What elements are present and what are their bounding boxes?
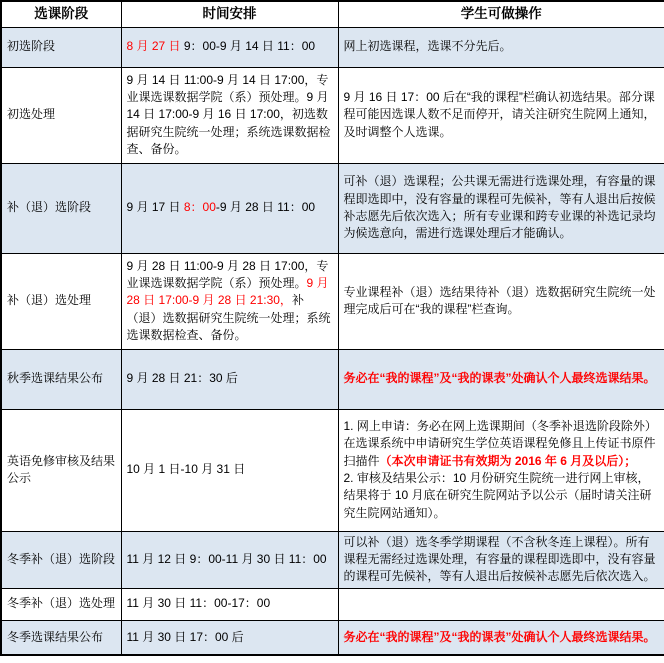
text-paragraph	[7, 629, 116, 646]
table-row	[1, 67, 664, 163]
ops-cell	[338, 531, 664, 588]
text-paragraph	[127, 370, 333, 387]
text-paragraph	[127, 258, 333, 345]
text-segment: 10 月 1 日-10 月 31 日	[126, 462, 246, 477]
text-segment: 9 月 28 日 17:00-9 月 28 日 21:30，	[126, 275, 329, 308]
text-segment: 补（退）选数据研究生院统一处理；系统选课数据检查、备份。	[126, 293, 331, 343]
text-segment: 务必在“我的课程”及“我的课表”处确认个人最终选课结果。	[343, 629, 656, 644]
text-segment: 秋季选课结果公布	[7, 371, 104, 386]
text-paragraph	[127, 629, 333, 646]
text-paragraph	[344, 534, 660, 586]
text-paragraph	[127, 595, 333, 612]
text-segment: 9 月 28 日 21：30 后	[126, 371, 238, 386]
text-segment: 专业课程补（退）选结果待补（退）选数据研究生院统一处理完成后可在“我的课程”栏查询。	[343, 284, 656, 316]
text-paragraph	[344, 629, 660, 646]
text-paragraph	[344, 89, 660, 141]
text-paragraph	[7, 595, 116, 612]
table-row	[1, 349, 664, 409]
text-segment: 11 月 30 日 11：00-17：00	[126, 596, 271, 611]
ops-cell	[338, 588, 664, 620]
table-row	[1, 620, 664, 655]
text-paragraph	[7, 38, 116, 55]
ops-cell	[338, 620, 664, 655]
text-paragraph	[127, 199, 333, 216]
text-paragraph	[344, 470, 660, 522]
text-segment: 可补（退）选课程；公共课无需进行选课处理，有容量的课程即选即中，没有容量的课程可先候补，等有人退出后按候补志愿先后依次选入；所有专业课和跨专业课的补选记录均为候选意向，需进行选课处理后才能确认。	[343, 174, 656, 241]
table-row	[1, 253, 664, 349]
table-row	[1, 163, 664, 253]
text-segment: -9 月 28 日 11：00	[215, 200, 316, 215]
time-cell	[121, 409, 338, 531]
stage-cell	[1, 253, 121, 349]
text-segment: 冬季补（退）选处理	[7, 596, 116, 611]
table-row	[1, 588, 664, 620]
text-paragraph	[7, 292, 116, 309]
text-paragraph	[7, 106, 116, 123]
text-paragraph	[127, 551, 333, 568]
text-segment: 1. 网上申请：务必在网上选课期间（冬季补退选阶段除外）在选课系统中申请研究生学位英语课程免修且上传证书原件扫描件	[343, 418, 657, 468]
text-paragraph	[344, 418, 660, 470]
text-paragraph	[344, 284, 660, 319]
table-header-row	[1, 1, 664, 27]
text-segment: 补（退）选处理	[7, 293, 92, 308]
text-segment: 9 月 17 日	[126, 200, 184, 215]
ops-cell	[338, 67, 664, 163]
text-paragraph	[127, 72, 333, 159]
ops-cell	[338, 163, 664, 253]
text-paragraph	[7, 370, 116, 387]
text-paragraph	[7, 453, 116, 488]
header-stage: 选课阶段	[1, 1, 121, 27]
header-time: 时间安排	[121, 1, 338, 27]
table-row	[1, 27, 664, 67]
time-cell	[121, 67, 338, 163]
time-cell	[121, 349, 338, 409]
text-paragraph	[344, 173, 660, 243]
text-segment: 冬季补（退）选阶段	[7, 551, 116, 566]
text-segment: 初选阶段	[7, 39, 56, 54]
time-cell	[121, 588, 338, 620]
stage-cell	[1, 409, 121, 531]
text-segment: 9 月 16 日 17：00 后在“我的课程”栏确认初选结果。部分课程可能因选课人数不足而停开，请关注研究生院网上通知，及时调整个人选课。	[343, 89, 656, 139]
text-paragraph	[344, 370, 660, 387]
text-segment: 英语免修审核及结果公示	[7, 453, 116, 485]
text-segment: 务必在“我的课程”及“我的课表”处确认个人最终选课结果。	[343, 371, 656, 386]
text-segment: 11 月 12 日 9：00-11 月 30 日 11：00	[126, 551, 327, 566]
stage-cell	[1, 620, 121, 655]
text-segment: 8：00	[183, 200, 216, 215]
text-paragraph	[7, 199, 116, 216]
stage-cell	[1, 27, 121, 67]
text-segment: （本次申请证书有效期为 2016 年 6 月及以后）；	[379, 453, 637, 468]
text-segment: 网上初选课程，选课不分先后。	[343, 39, 512, 54]
ops-cell	[338, 27, 664, 67]
table-row	[1, 409, 664, 531]
table-body	[1, 27, 664, 655]
text-segment: 8 月 27 日	[126, 39, 184, 54]
text-segment: 9 月 28 日 11:00-9 月 28 日 17:00，专业课选课数据学院（系）预处理。	[126, 258, 329, 290]
stage-cell	[1, 588, 121, 620]
text-paragraph	[7, 551, 116, 568]
header-operations: 学生可做操作	[338, 1, 664, 27]
time-cell	[121, 531, 338, 588]
stage-cell	[1, 163, 121, 253]
text-segment: 2. 审核及结果公示：10 月份研究生院统一进行网上审核，结果将于 10 月底在研究生院网站予以公示（届时请关注研究生院网站通知）。	[343, 471, 652, 520]
time-cell	[121, 253, 338, 349]
table-row	[1, 531, 664, 588]
text-segment: 9：00-9 月 14 日 11：00	[183, 39, 316, 54]
stage-cell	[1, 67, 121, 163]
time-cell	[121, 620, 338, 655]
text-segment: 冬季选课结果公布	[7, 629, 104, 644]
time-cell	[121, 163, 338, 253]
text-segment: 11 月 30 日 17：00 后	[126, 629, 244, 644]
time-cell	[121, 27, 338, 67]
ops-cell	[338, 253, 664, 349]
text-segment: 初选处理	[7, 107, 56, 122]
text-paragraph	[344, 38, 660, 55]
ops-cell	[338, 409, 664, 531]
stage-cell	[1, 531, 121, 588]
text-segment: 可以补（退）选冬季学期课程（不含秋冬连上课程）。所有课程无需经过选课处理，有容量的课程即选即中，没有容量的课程可先候补，等有人退出后按候补志愿先后依次选入。	[343, 534, 656, 584]
text-segment: 9 月 14 日 11:00-9 月 14 日 17:00，专业课选课数据学院（系）预处理。9 月 14 日 17:00-9 月 16 日 17:00，初选数据研究生院统一处理；系统选课数据检查、备份。	[126, 72, 331, 157]
stage-cell	[1, 349, 121, 409]
text-paragraph	[127, 38, 333, 55]
text-paragraph	[127, 461, 333, 478]
ops-cell	[338, 349, 664, 409]
text-segment: 补（退）选阶段	[7, 200, 92, 215]
